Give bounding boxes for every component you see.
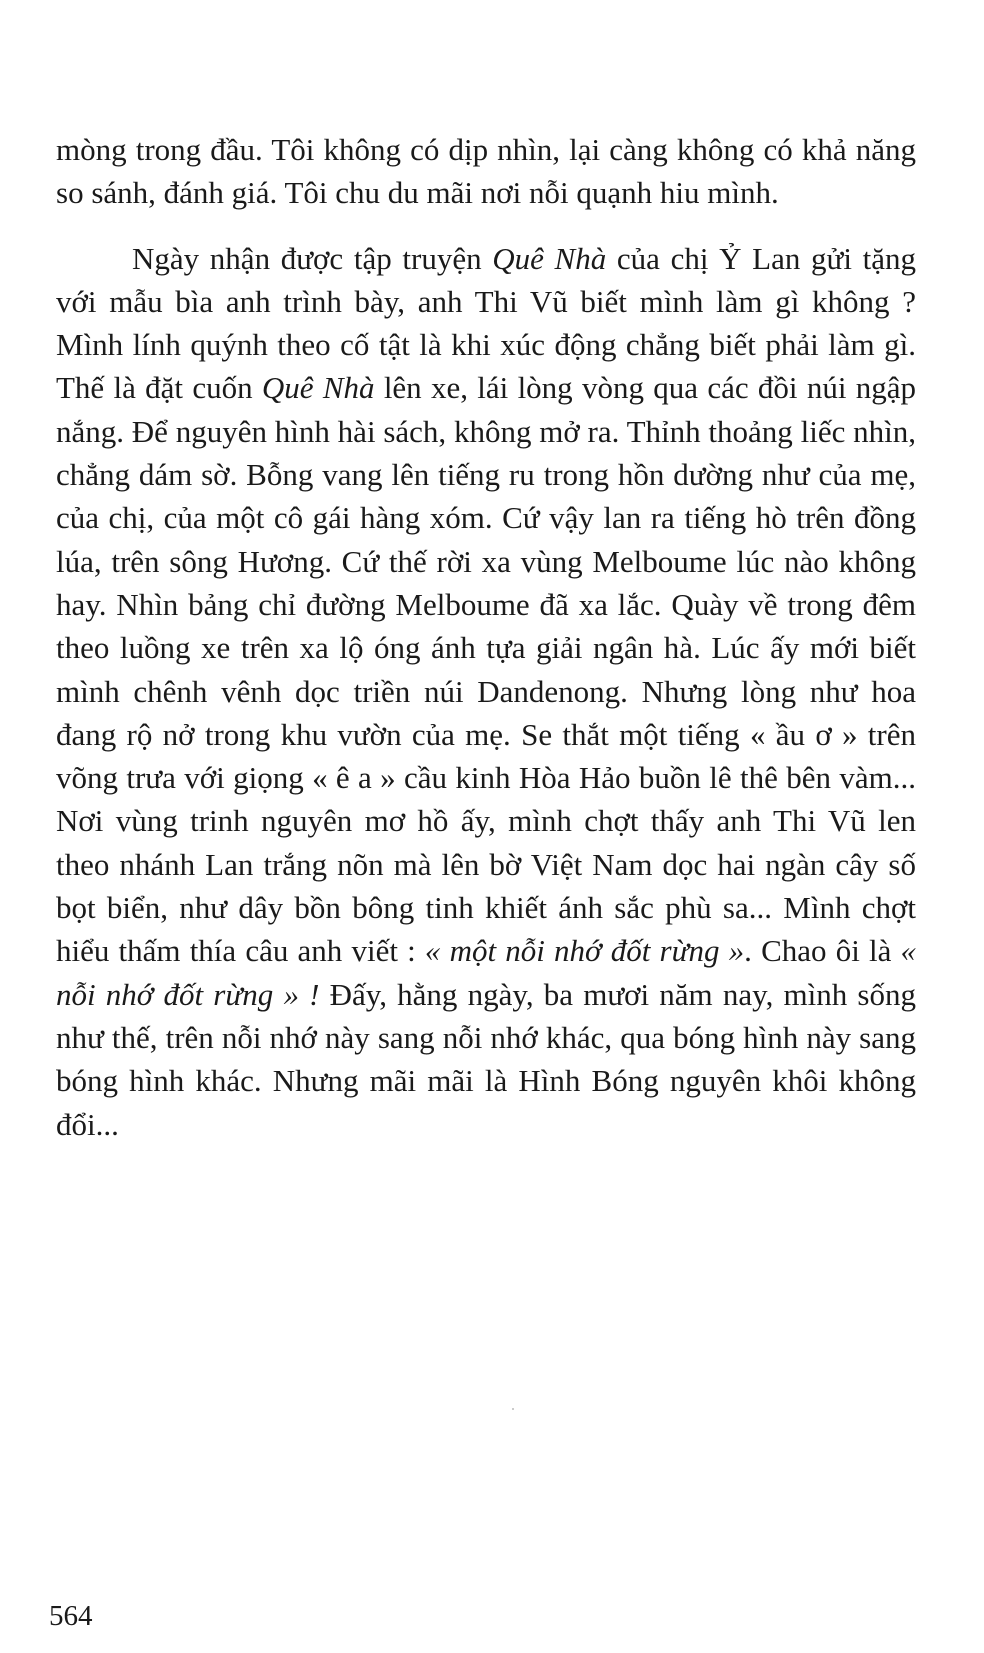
book-title-italic: Quê Nhà [261,370,375,406]
page-number: 564 [49,1600,93,1632]
text-run: Ngày nhận được tập truyện [132,240,493,276]
paragraph-continued: mòng trong đầu. Tôi không có dịp nhìn, lại càng không có khả năng so sánh, đánh giá. Tôi chu du mãi nơi nỗi quạnh hiu mình. [56,132,916,211]
text-run: của chị Ỷ Lan gửi tặng với mẫu bìa anh trình bày, anh Thi Vũ biết mình làm gì không ? Mình lính quýnh theo cố tật là khi xúc động chẳng biết phải làm gì. Thế là đặt cuốn [56,240,916,406]
text-run: . Chao ôi là [744,933,901,969]
quote-italic: « nỗi nhớ đốt rừng » ! [56,933,917,1012]
quote-italic: « một nỗi nhớ đốt rừng » [424,933,745,969]
book-title-italic: Quê Nhà [492,240,607,276]
scan-speck [512,1408,514,1410]
paragraph-main [56,237,916,1146]
page-body [56,128,916,1146]
text-run: Đấy, hằng ngày, ba mươi năm nay, mình sống như thế, trên nỗi nhớ này sang nỗi nhớ khác, qua bóng hình này sang bóng hình khác. Nhưng mãi mãi là Hình Bóng nguyên khôi không đổi... [56,976,916,1142]
text-run: lên xe, lái lòng vòng qua các đồi núi ngập nắng. Để nguyên hình hài sách, không mở ra. Thỉnh thoảng liếc nhìn, chẳng dám sờ. Bỗng vang lên tiếng ru trong hồn dường như của mẹ, của chị, của một cô gái hàng xóm. Cứ vậy lan ra tiếng hò trên đồng lúa, trên sông Hương. Cứ thế rời xa vùng Melboume lúc nào không hay. Nhìn bảng chỉ đường Melboume đã xa lắc. Quày về trong đêm theo luồng xe trên xa lộ óng ánh tựa giải ngân hà. Lúc ấy mới biết mình chênh vênh dọc triền núi Dandenong. Nhưng lòng như hoa đang rộ nở trong khu vườn của mẹ. Se thắt một tiếng « ầu ơ » trên võng trưa với giọng « ê a » cầu kinh Hòa Hảo buồn lê thê bên vàm... Nơi vùng trinh nguyên mơ hồ ấy, mình chợt thấy anh Thi Vũ len theo nhánh Lan trắng nõn mà lên bờ Việt Nam dọc hai ngàn cây số bọt biển, như dây bồn bông tinh khiết ánh sắc phù sa... Mình chợt hiểu thấm thía câu anh viết : [56,370,916,969]
